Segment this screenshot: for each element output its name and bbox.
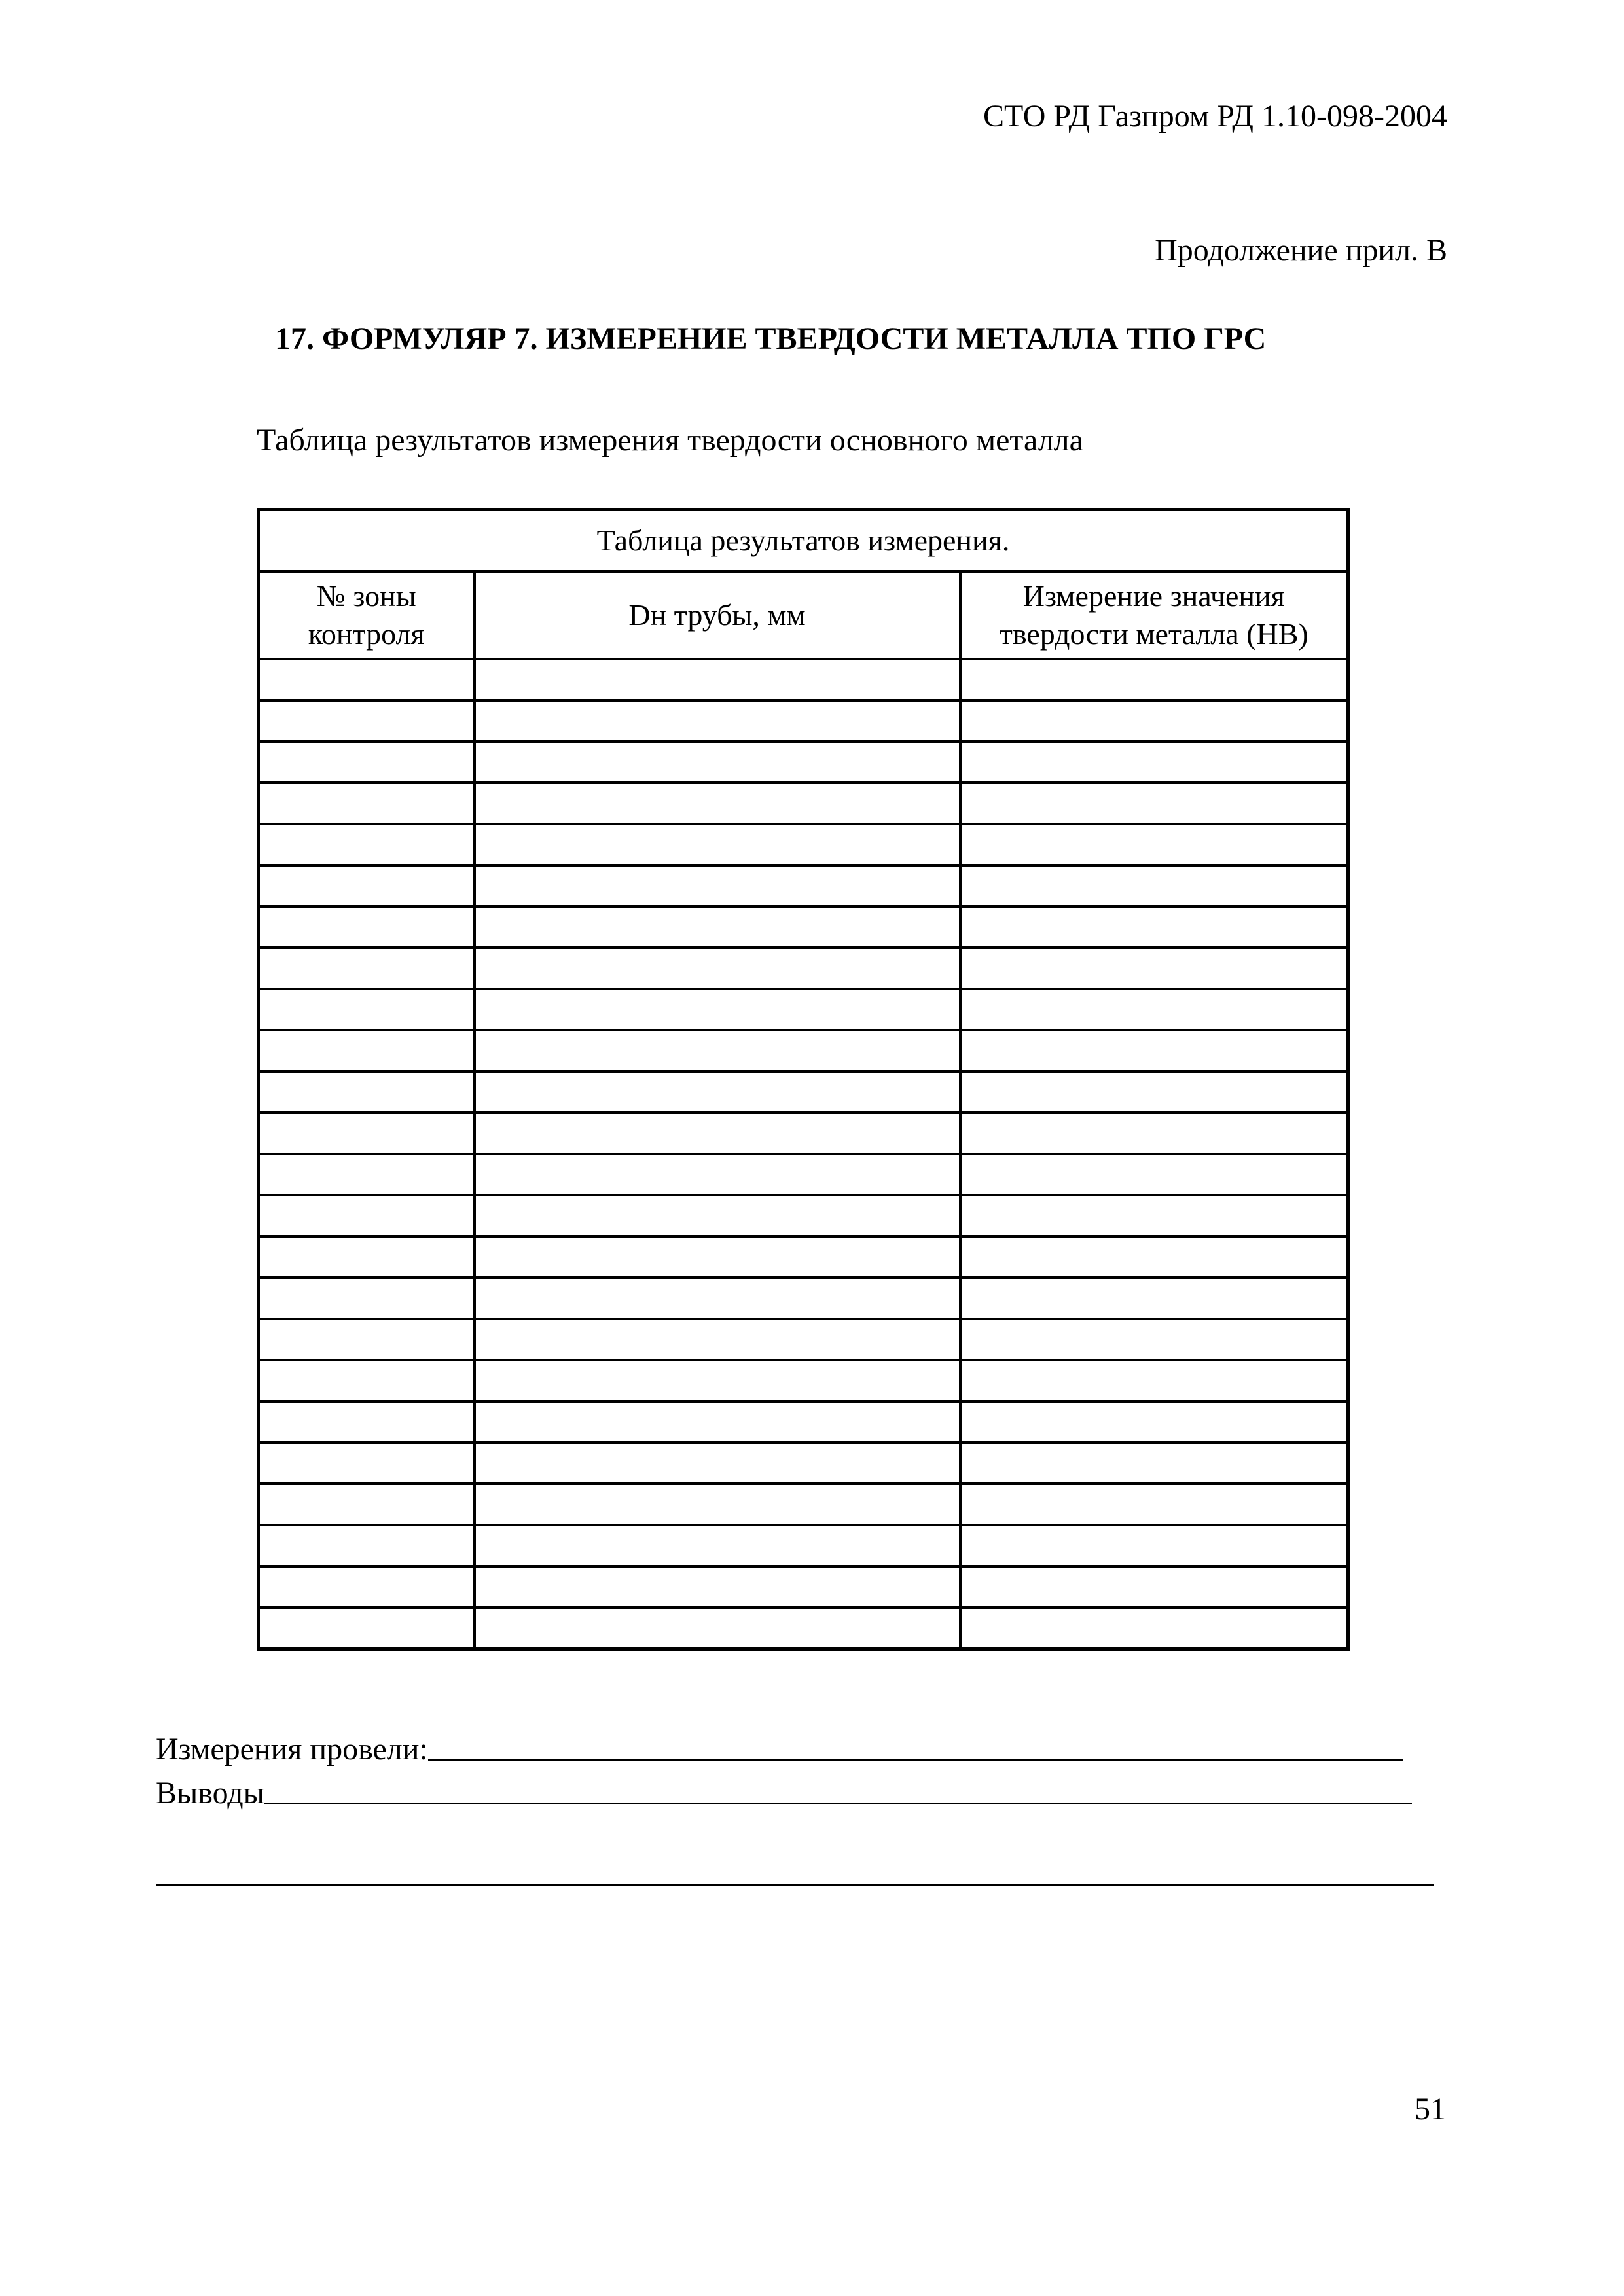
cell-zone[interactable] xyxy=(259,1607,475,1649)
cell-zone[interactable] xyxy=(259,1566,475,1607)
cell-pipe-diameter[interactable] xyxy=(475,865,960,906)
cell-hardness[interactable] xyxy=(960,742,1348,783)
cell-zone[interactable] xyxy=(259,1113,475,1154)
cell-pipe-diameter[interactable] xyxy=(475,1236,960,1278)
cell-pipe-diameter[interactable] xyxy=(475,1607,960,1649)
cell-pipe-diameter[interactable] xyxy=(475,1030,960,1071)
table-row xyxy=(259,1607,1348,1649)
column-header-hardness xyxy=(960,571,1348,659)
cell-pipe-diameter[interactable] xyxy=(475,1154,960,1195)
measured-by-label: Измерения провели: xyxy=(156,1732,428,1767)
cell-pipe-diameter[interactable] xyxy=(475,1401,960,1443)
cell-pipe-diameter[interactable] xyxy=(475,1484,960,1525)
column-header-hardness-line2: твердости металла (HB) xyxy=(999,617,1308,651)
cell-hardness[interactable] xyxy=(960,783,1348,824)
table-row xyxy=(259,1030,1348,1071)
cell-zone[interactable] xyxy=(259,1195,475,1236)
conclusions-continuation-line[interactable] xyxy=(156,1884,1434,1886)
cell-zone[interactable] xyxy=(259,1525,475,1566)
table-row xyxy=(259,1525,1348,1566)
appendix-continuation: Продолжение прил. В xyxy=(1155,233,1447,268)
column-header-pipe-diameter-label: Dн трубы, мм xyxy=(628,598,806,632)
cell-zone[interactable] xyxy=(259,659,475,700)
measured-by-line xyxy=(156,1731,1403,1767)
column-header-zone-line1: № зоны xyxy=(316,579,416,613)
table-row xyxy=(259,1278,1348,1319)
cell-zone[interactable] xyxy=(259,700,475,742)
cell-pipe-diameter[interactable] xyxy=(475,783,960,824)
conclusions-line xyxy=(156,1775,1412,1811)
cell-hardness[interactable] xyxy=(960,1071,1348,1113)
table-row xyxy=(259,700,1348,742)
table-title-row xyxy=(259,510,1348,572)
cell-hardness[interactable] xyxy=(960,1319,1348,1360)
column-header-pipe-diameter xyxy=(475,571,960,659)
cell-hardness[interactable] xyxy=(960,700,1348,742)
cell-zone[interactable] xyxy=(259,865,475,906)
table-row xyxy=(259,1484,1348,1525)
cell-pipe-diameter[interactable] xyxy=(475,989,960,1030)
document-code: СТО РД Газпром РД 1.10-098-2004 xyxy=(983,99,1447,134)
page-number: 51 xyxy=(1415,2092,1446,2126)
section-title: 17. ФОРМУЛЯР 7. ИЗМЕРЕНИЕ ТВЕРДОСТИ МЕТАЛЛА ТПО ГРС xyxy=(275,321,1267,356)
cell-pipe-diameter[interactable] xyxy=(475,1443,960,1484)
cell-hardness[interactable] xyxy=(960,1030,1348,1071)
table-row xyxy=(259,1071,1348,1113)
table-header-row xyxy=(259,571,1348,659)
table-row xyxy=(259,659,1348,700)
cell-hardness[interactable] xyxy=(960,659,1348,700)
table-row xyxy=(259,948,1348,989)
cell-zone[interactable] xyxy=(259,989,475,1030)
cell-pipe-diameter[interactable] xyxy=(475,948,960,989)
table-row xyxy=(259,1443,1348,1484)
cell-pipe-diameter[interactable] xyxy=(475,659,960,700)
cell-pipe-diameter[interactable] xyxy=(475,1566,960,1607)
table-row xyxy=(259,742,1348,783)
cell-zone[interactable] xyxy=(259,1484,475,1525)
table-row xyxy=(259,1319,1348,1360)
cell-hardness[interactable] xyxy=(960,824,1348,865)
cell-hardness[interactable] xyxy=(960,906,1348,948)
cell-pipe-diameter[interactable] xyxy=(475,1113,960,1154)
cell-pipe-diameter[interactable] xyxy=(475,1195,960,1236)
cell-hardness[interactable] xyxy=(960,1566,1348,1607)
cell-zone[interactable] xyxy=(259,783,475,824)
cell-zone[interactable] xyxy=(259,1319,475,1360)
cell-zone[interactable] xyxy=(259,1071,475,1113)
table-row xyxy=(259,1236,1348,1278)
cell-zone[interactable] xyxy=(259,1278,475,1319)
cell-zone[interactable] xyxy=(259,1030,475,1071)
table-row xyxy=(259,1401,1348,1443)
cell-hardness[interactable] xyxy=(960,1401,1348,1443)
table-row xyxy=(259,865,1348,906)
table-row xyxy=(259,1154,1348,1195)
cell-pipe-diameter[interactable] xyxy=(475,1525,960,1566)
cell-hardness[interactable] xyxy=(960,1154,1348,1195)
cell-zone[interactable] xyxy=(259,948,475,989)
cell-zone[interactable] xyxy=(259,1154,475,1195)
table-row xyxy=(259,1360,1348,1401)
column-header-hardness-line1: Измерение значения xyxy=(1022,579,1285,613)
cell-pipe-diameter[interactable] xyxy=(475,1278,960,1319)
table-body xyxy=(259,659,1348,1649)
cell-pipe-diameter[interactable] xyxy=(475,1319,960,1360)
cell-hardness[interactable] xyxy=(960,1236,1348,1278)
table-row xyxy=(259,824,1348,865)
cell-hardness[interactable] xyxy=(960,1195,1348,1236)
table-row xyxy=(259,989,1348,1030)
column-header-zone-line2: контроля xyxy=(308,617,425,651)
cell-hardness[interactable] xyxy=(960,989,1348,1030)
cell-pipe-diameter[interactable] xyxy=(475,700,960,742)
cell-hardness[interactable] xyxy=(960,1607,1348,1649)
cell-pipe-diameter[interactable] xyxy=(475,742,960,783)
conclusions-field[interactable] xyxy=(264,1803,1412,1804)
cell-zone[interactable] xyxy=(259,1443,475,1484)
cell-zone[interactable] xyxy=(259,1401,475,1443)
table-caption: Таблица результатов измерения твердости основного металла xyxy=(257,423,1083,457)
cell-pipe-diameter[interactable] xyxy=(475,1360,960,1401)
cell-hardness[interactable] xyxy=(960,1443,1348,1484)
table-row xyxy=(259,783,1348,824)
cell-zone[interactable] xyxy=(259,742,475,783)
cell-hardness[interactable] xyxy=(960,1360,1348,1401)
cell-hardness[interactable] xyxy=(960,1278,1348,1319)
column-header-zone xyxy=(259,571,475,659)
table-row xyxy=(259,1195,1348,1236)
cell-hardness[interactable] xyxy=(960,865,1348,906)
results-table xyxy=(257,508,1350,1651)
cell-hardness[interactable] xyxy=(960,948,1348,989)
cell-zone[interactable] xyxy=(259,1360,475,1401)
cell-pipe-diameter[interactable] xyxy=(475,1071,960,1113)
cell-pipe-diameter[interactable] xyxy=(475,824,960,865)
table-row xyxy=(259,1113,1348,1154)
cell-pipe-diameter[interactable] xyxy=(475,906,960,948)
cell-hardness[interactable] xyxy=(960,1113,1348,1154)
cell-zone[interactable] xyxy=(259,906,475,948)
cell-zone[interactable] xyxy=(259,824,475,865)
cell-hardness[interactable] xyxy=(960,1525,1348,1566)
cell-hardness[interactable] xyxy=(960,1484,1348,1525)
conclusions-label: Выводы xyxy=(156,1776,264,1810)
table-title: Таблица результатов измерения. xyxy=(259,510,1348,572)
table-row xyxy=(259,906,1348,948)
table-row xyxy=(259,1566,1348,1607)
measured-by-field[interactable] xyxy=(428,1759,1403,1761)
cell-zone[interactable] xyxy=(259,1236,475,1278)
